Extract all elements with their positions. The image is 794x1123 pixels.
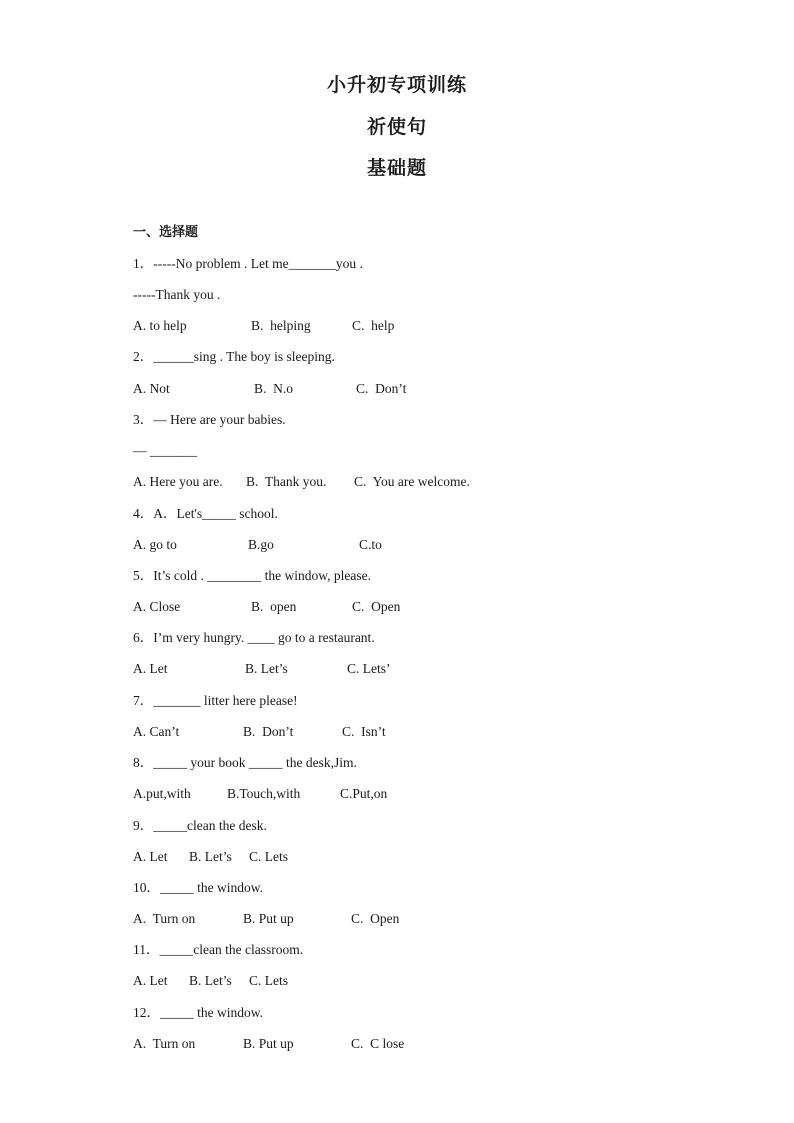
option-b[interactable]: B.go xyxy=(248,537,274,552)
option-b[interactable]: B. N.o xyxy=(254,381,294,396)
question-1-stem: 1．-----No problem . Let me_______you . xyxy=(133,256,363,271)
question-9-options xyxy=(133,849,533,865)
option-a[interactable]: A. Close xyxy=(133,599,181,614)
question-2-stem: 2．______sing . The boy is sleeping. xyxy=(133,349,335,364)
question-4-stem: 4．A．Let's_____ school. xyxy=(133,506,278,521)
option-c[interactable]: C. Isn’t xyxy=(342,724,386,739)
option-b[interactable]: B. Don’t xyxy=(243,724,294,739)
option-c[interactable]: C. C lose xyxy=(351,1036,405,1051)
option-b[interactable]: B.Touch,with xyxy=(227,786,301,801)
question-7-options xyxy=(133,724,533,740)
question-8-stem: 8．_____ your book _____ the desk,Jim. xyxy=(133,755,357,770)
option-c[interactable]: C. Don’t xyxy=(356,381,407,396)
question-1-stem-reply: -----Thank you . xyxy=(133,287,221,302)
question-12-options xyxy=(133,1036,533,1052)
question-6-options xyxy=(133,661,533,677)
page-title: 小升初专项训练 xyxy=(326,74,467,96)
option-b[interactable]: B. open xyxy=(251,599,297,614)
option-a[interactable]: A. Can’t xyxy=(133,724,180,739)
question-11-stem: 11．_____clean the classroom. xyxy=(133,942,304,957)
question-2-options xyxy=(133,381,533,397)
question-6-stem: 6．I’m very hungry. ____ go to a restaurant. xyxy=(133,630,375,645)
question-9-stem: 9．_____clean the desk. xyxy=(133,818,267,833)
question-3-options xyxy=(133,474,533,490)
option-c[interactable]: C. Lets xyxy=(249,849,288,864)
option-c[interactable]: C. Lets xyxy=(249,973,288,988)
option-a[interactable]: A. Let xyxy=(133,849,168,864)
question-10-stem: 10．_____ the window. xyxy=(133,880,263,895)
option-c[interactable]: C. help xyxy=(352,318,395,333)
page-subtitle: 祈使句 xyxy=(366,116,427,138)
difficulty-level: 基础题 xyxy=(366,157,427,179)
question-1-options xyxy=(133,318,533,334)
option-b[interactable]: B. Thank you. xyxy=(246,474,327,489)
question-8-options xyxy=(133,786,533,802)
option-b[interactable]: B. helping xyxy=(251,318,311,333)
section-heading: 一、选择题 xyxy=(133,225,199,240)
option-a[interactable]: A. Here you are. xyxy=(133,474,223,489)
option-a[interactable]: A. Turn on xyxy=(133,1036,196,1051)
question-11-options xyxy=(133,973,533,989)
option-c[interactable]: C.to xyxy=(359,537,382,552)
question-10-options xyxy=(133,911,533,927)
option-a[interactable]: A. go to xyxy=(133,537,177,552)
question-3-stem-reply: — _______ xyxy=(133,443,198,458)
option-c[interactable]: C. Open xyxy=(351,911,400,926)
question-5-stem: 5．It’s cold . ________ the window, please. xyxy=(133,568,371,583)
question-3-stem: 3．— Here are your babies. xyxy=(133,412,286,427)
option-a[interactable]: A.put,with xyxy=(133,786,191,801)
option-a[interactable]: A. Not xyxy=(133,381,170,396)
option-b[interactable]: B. Put up xyxy=(243,911,294,926)
option-a[interactable]: A. Let xyxy=(133,661,168,676)
option-c[interactable]: C. You are welcome. xyxy=(354,474,470,489)
option-a[interactable]: A. to help xyxy=(133,318,187,333)
question-5-options xyxy=(133,599,533,615)
option-b[interactable]: B. Let’s xyxy=(189,973,232,988)
option-a[interactable]: A. Turn on xyxy=(133,911,196,926)
question-12-stem: 12．_____ the window. xyxy=(133,1005,263,1020)
option-b[interactable]: B. Let’s xyxy=(189,849,232,864)
option-b[interactable]: B. Put up xyxy=(243,1036,294,1051)
option-c[interactable]: C. Open xyxy=(352,599,401,614)
option-c[interactable]: C.Put,on xyxy=(340,786,388,801)
question-7-stem: 7．_______ litter here please! xyxy=(133,693,298,708)
option-c[interactable]: C. Lets’ xyxy=(347,661,391,676)
option-a[interactable]: A. Let xyxy=(133,973,168,988)
option-b[interactable]: B. Let’s xyxy=(245,661,288,676)
question-4-options xyxy=(133,537,533,553)
